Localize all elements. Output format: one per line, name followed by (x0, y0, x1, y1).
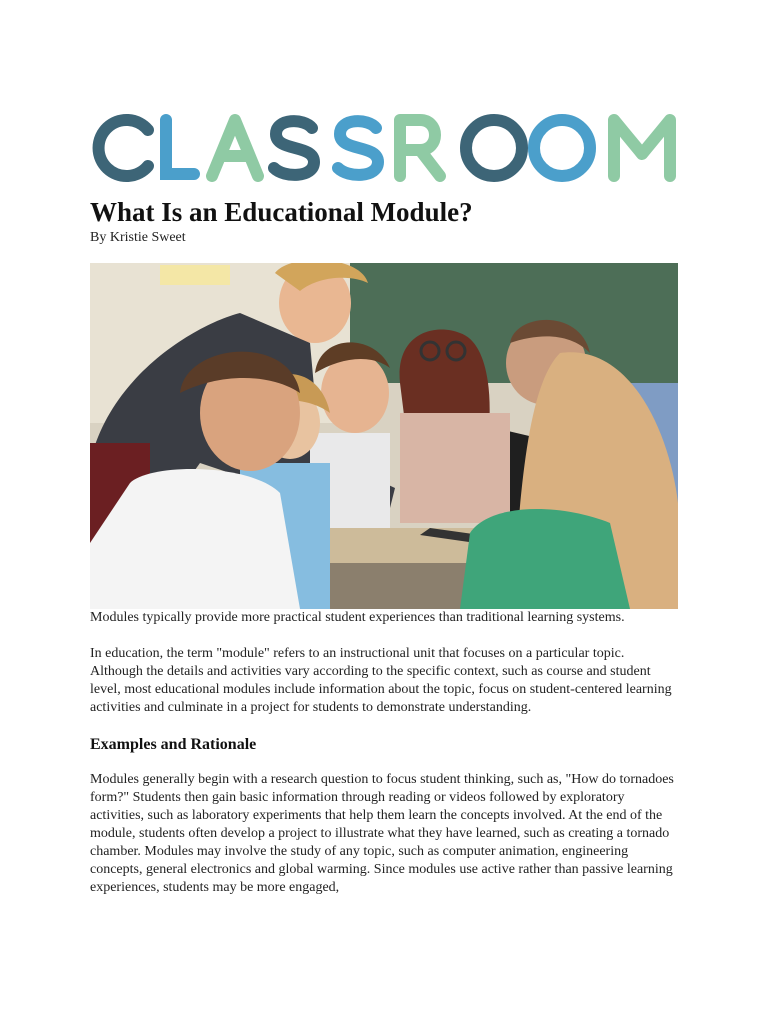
paragraph-examples: Modules generally begin with a research question to focus student thinking, such as, "How do tornadoes form?" Students then gain basic information through reading or videos followed by exploratory activities, such as laboratory experiments that help them learn the concepts involved. At the end of the module, students often develop a project to illustrate what they have learned, such as creating a tornado chamber. Modules may involve the study of any topic, such as computer animation, engineering concepts, general electronics and global warming. Since modules use active rather than passive learning experiences, students may be more engaged, (90, 772, 674, 895)
photo-caption: Modules typically provide more practical student experiences than traditional learning systems. (90, 610, 625, 625)
classroom-photo (90, 263, 678, 609)
article-byline: By Kristie Sweet (90, 230, 186, 245)
paragraph-intro: In education, the term "module" refers to an instructional unit that focuses on a particular topic. Although the details and activities vary according to the specific context, such as course and student level, most educational modules include information about the topic, focus on student-centered learning activities and culminate in a project for students to demonstrate understanding. (90, 646, 672, 715)
article-title: What Is an Educational Module? (90, 197, 473, 227)
classroom-logo (90, 112, 678, 184)
section-heading: Examples and Rationale (90, 736, 257, 753)
